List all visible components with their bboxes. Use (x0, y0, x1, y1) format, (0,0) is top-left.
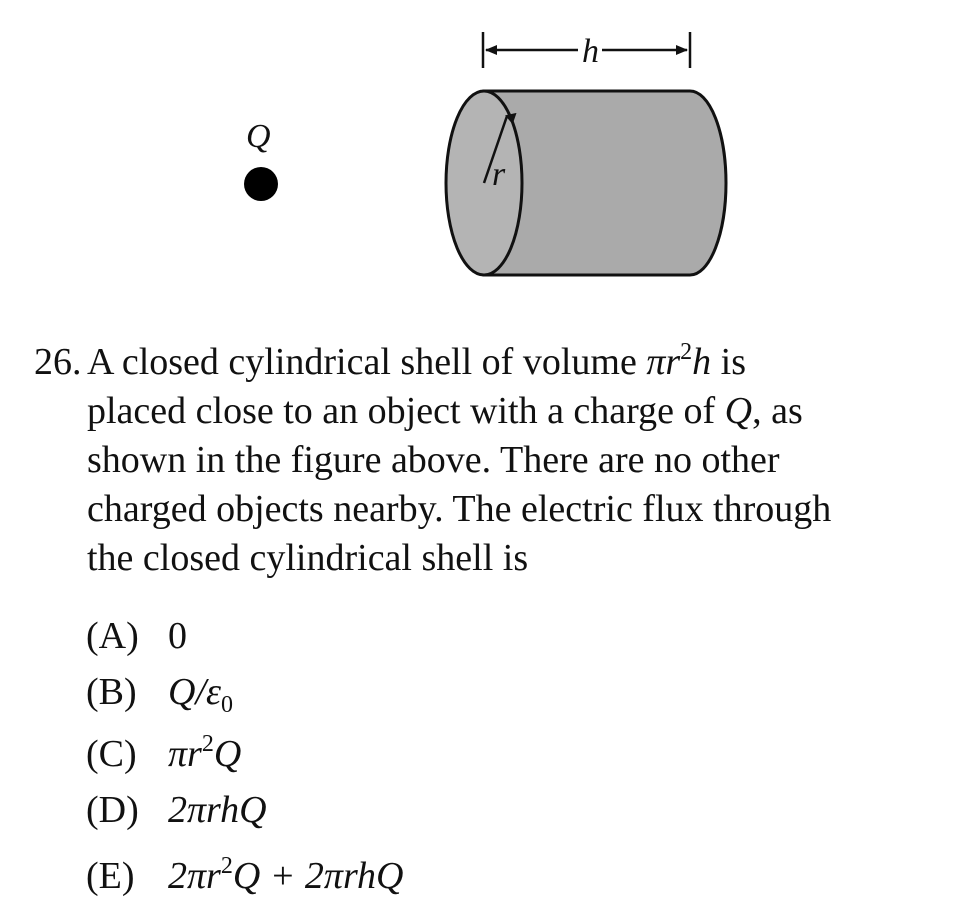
choice-letter: (A) (86, 615, 139, 657)
choice-letter: (E) (86, 855, 135, 897)
math-exponent: 2 (680, 339, 693, 365)
choice-subscript: 0 (220, 692, 233, 718)
question-line: charged objects nearby. The electric flux through (87, 488, 832, 530)
text-segment: , as (752, 390, 803, 432)
choice-text: 2πrhQ (168, 789, 267, 831)
choice-text-after: Q (213, 733, 242, 775)
radius-label: r (492, 156, 506, 193)
cylinder-charge-figure (0, 0, 964, 310)
question-text (87, 338, 944, 583)
question (34, 338, 944, 583)
charge-label: Q (246, 118, 271, 155)
question-line: shown in the figure above. There are no other (87, 439, 780, 481)
cylinder (446, 91, 726, 275)
height-label: h (582, 33, 599, 70)
point-charge (244, 118, 278, 201)
choice-text-after: Q + 2πrhQ (232, 855, 404, 897)
text-segment: is (711, 341, 746, 383)
choice-exponent: 2 (220, 853, 233, 879)
math-h: h (692, 341, 712, 383)
question-number: 26. (34, 341, 82, 383)
choice-text: 0 (168, 615, 187, 657)
question-line (87, 338, 944, 387)
choice-exponent: 2 (201, 731, 214, 757)
math-q: Q (724, 390, 753, 432)
answer-choices (86, 608, 946, 904)
height-dimension (483, 32, 690, 70)
choice-text: Q/ε (168, 671, 221, 713)
choice-c[interactable] (86, 726, 946, 782)
choice-text: πr (168, 733, 202, 775)
text-segment: A closed cylindrical shell of volume (87, 341, 647, 383)
choice-letter: (D) (86, 789, 139, 831)
choice-d[interactable] (86, 782, 946, 838)
choice-text: 2πr (168, 855, 221, 897)
choice-a[interactable] (86, 608, 946, 664)
text-segment: placed close to an object with a charge of (87, 390, 725, 432)
choice-letter: (B) (86, 671, 137, 713)
choice-letter: (C) (86, 733, 137, 775)
choice-b[interactable] (86, 664, 946, 720)
charge-dot (244, 167, 278, 201)
question-line (87, 387, 944, 436)
question-line: the closed cylindrical shell is (87, 537, 529, 579)
math-pi-r: πr (646, 341, 681, 383)
choice-e[interactable] (86, 848, 946, 904)
